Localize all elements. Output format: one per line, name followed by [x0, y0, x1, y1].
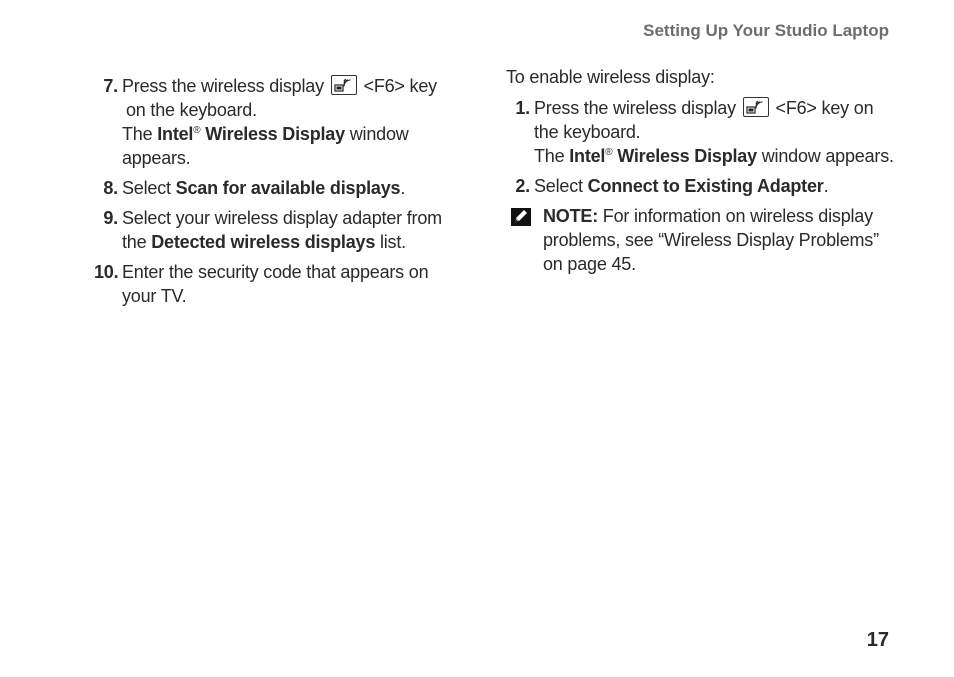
step-body [122, 206, 464, 254]
step-text: window [344, 124, 409, 144]
step-text: list. [375, 232, 406, 252]
page-number: 17 [866, 629, 889, 651]
step-body: Enter the security code that appears on your TV. [122, 262, 429, 306]
step-text: <F6> key on the keyboard. [534, 98, 874, 142]
step-text: Select your wireless display adapter from the [122, 208, 442, 252]
brand-intel: Intel [157, 124, 194, 144]
step-number: 10. [94, 262, 119, 282]
step-text: . [823, 176, 829, 196]
right-column [506, 65, 896, 276]
step-text: window appears. [756, 146, 894, 166]
note-label: NOTE: [543, 206, 598, 226]
registered-mark: ® [605, 147, 613, 158]
step-number: 9. [103, 208, 118, 228]
step-text: The [122, 124, 158, 144]
step-body [534, 174, 896, 198]
step-10 [94, 260, 464, 308]
step-9 [94, 206, 464, 254]
brand-wireless-display: Wireless Display [200, 124, 345, 144]
note-callout [506, 204, 896, 276]
page-header-title: Setting Up Your Studio Laptop [643, 21, 889, 40]
step-2 [506, 174, 896, 198]
brand-intel: Intel [569, 146, 606, 166]
pencil-note-icon [510, 207, 532, 233]
brand-wireless-display: Wireless Display [612, 146, 757, 166]
step-body [122, 74, 464, 170]
intro-text: To enable wireless display: [506, 67, 715, 87]
step-text: Select [534, 176, 588, 196]
step-text: on the keyboard. [126, 100, 257, 120]
ui-term: Detected wireless displays [151, 232, 376, 252]
ui-term: Connect to Existing Adapter [587, 176, 824, 196]
note-text: For information on wireless display problems, see “Wireless Display Problems” on page 45. [543, 206, 879, 274]
step-number: 7. [103, 76, 118, 96]
wireless-display-key-icon [743, 97, 769, 117]
ui-term: Scan for available displays [175, 178, 401, 198]
step-text: The [534, 146, 570, 166]
step-text: Select [122, 178, 176, 198]
wireless-display-key-icon [331, 75, 357, 95]
step-8 [94, 176, 464, 200]
step-number: 1. [515, 98, 530, 118]
step-7 [94, 74, 464, 170]
step-number: 2. [515, 176, 530, 196]
step-body [122, 176, 464, 200]
left-column [94, 74, 464, 314]
step-text: <F6> key [363, 76, 437, 96]
step-text: . [400, 178, 406, 198]
step-body [534, 96, 896, 168]
step-text: Press the wireless display [122, 76, 324, 96]
step-text: appears. [122, 148, 191, 168]
step-1 [506, 96, 896, 168]
registered-mark: ® [193, 125, 201, 136]
step-number: 8. [103, 178, 118, 198]
step-text: Press the wireless display [534, 98, 736, 118]
